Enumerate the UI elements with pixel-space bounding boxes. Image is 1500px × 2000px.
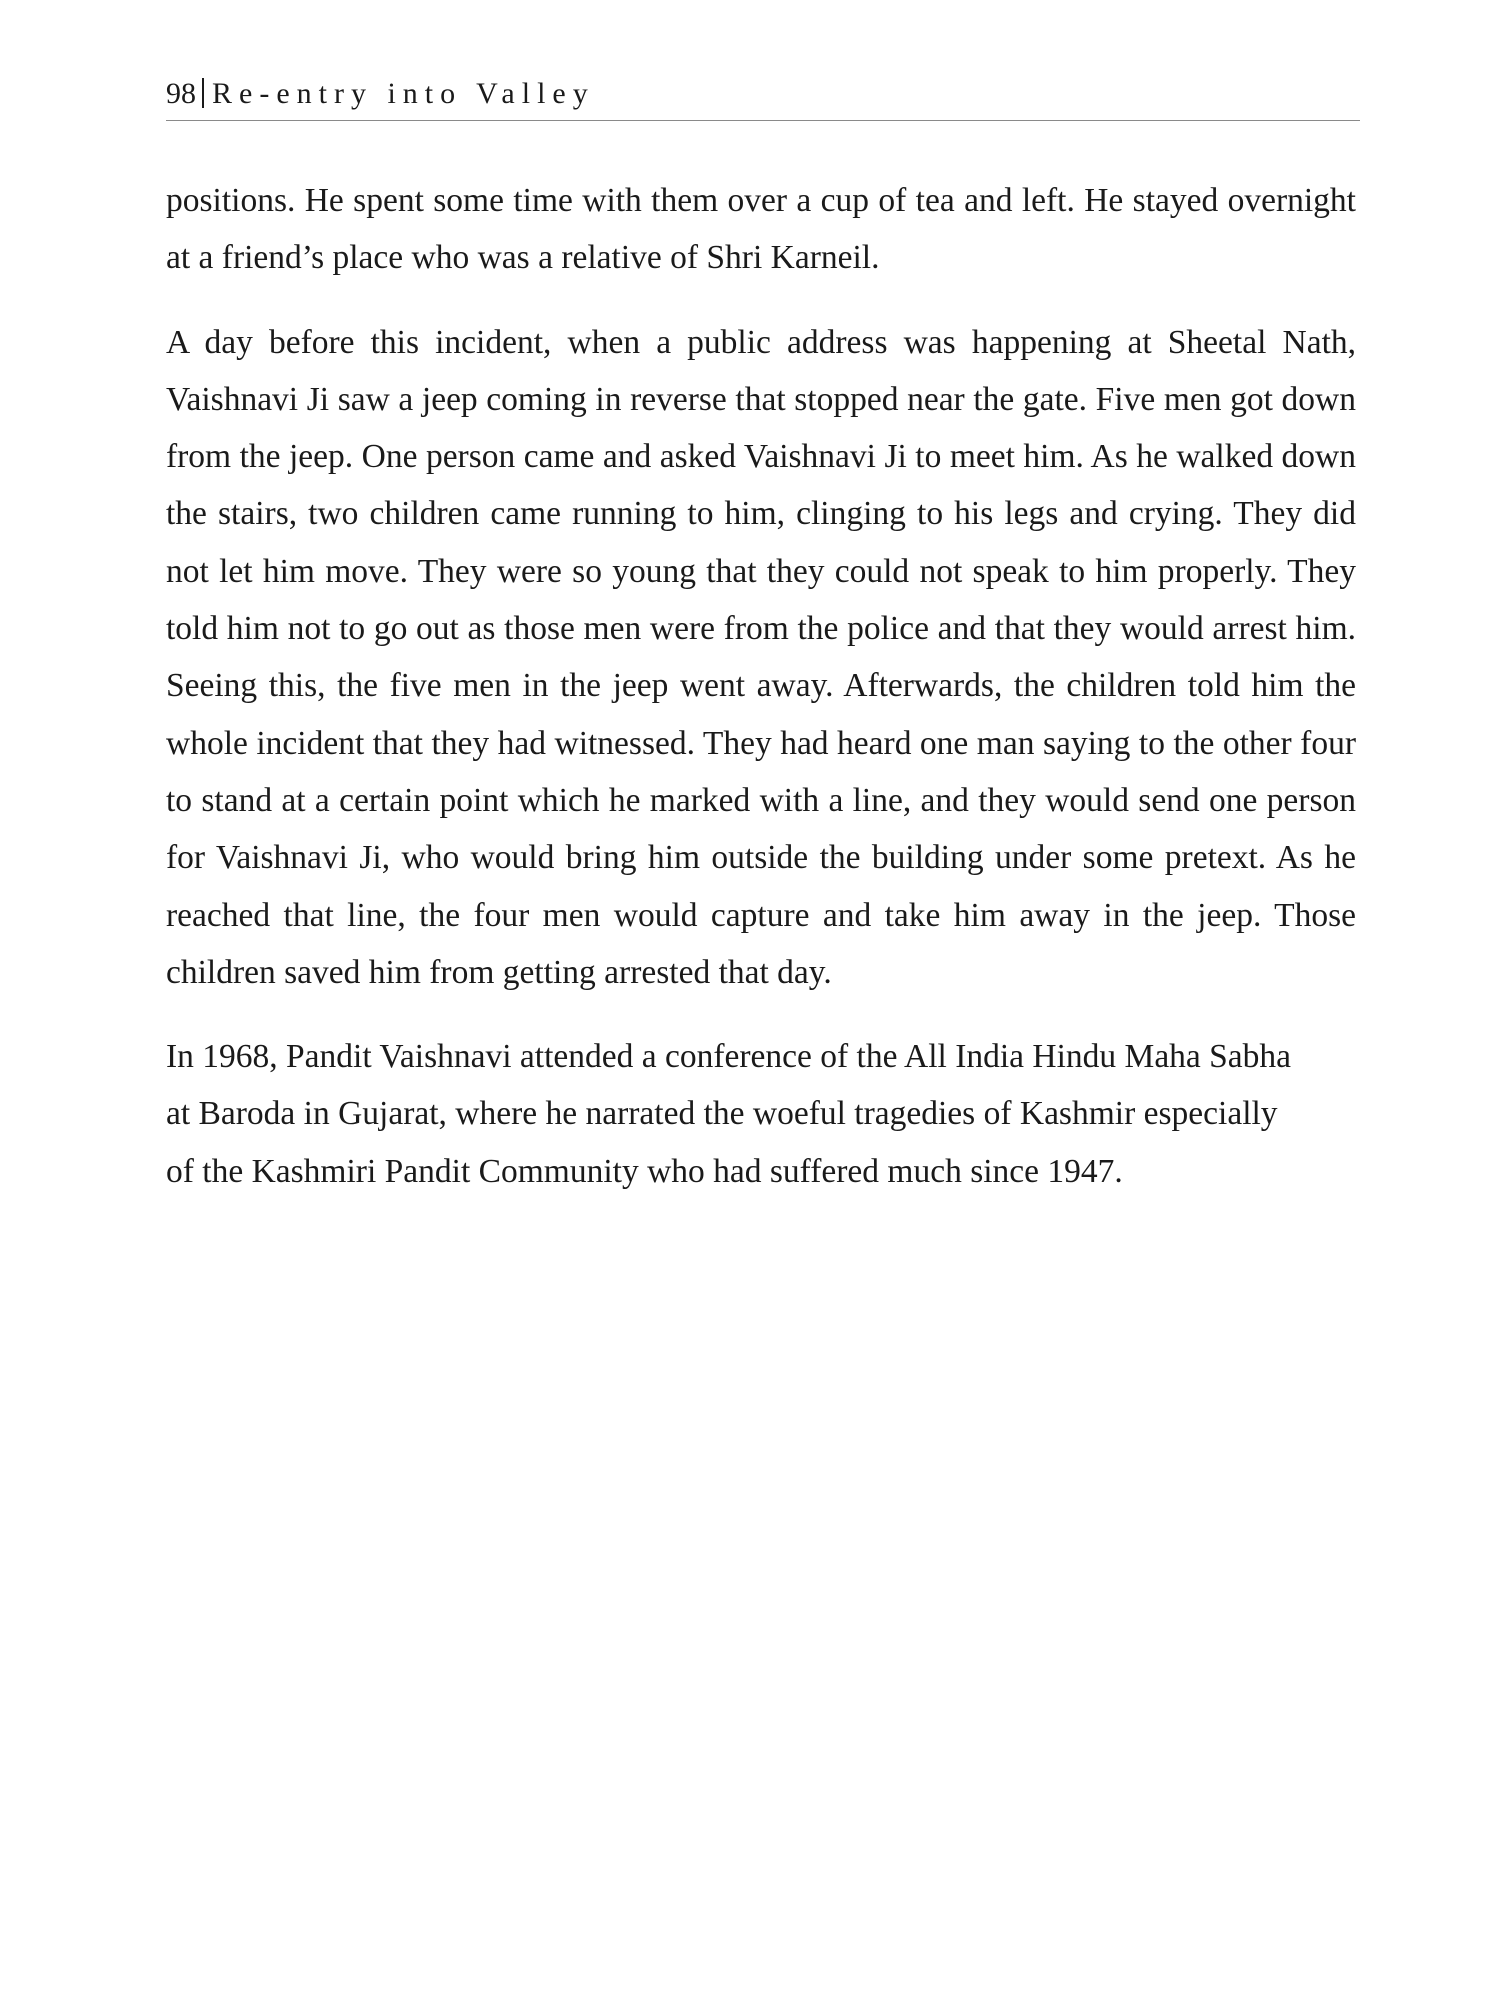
paragraph-conference: In 1968, Pandit Vaishnavi attended a conference of the All India Hindu Maha Sabha at Baroda in Gujarat, where he narrated the woeful tragedies of Kashmir especially of the Kashmiri Pandit Community who had suffered much since 1947. [166,1038,1292,1190]
header-separator [202,78,204,108]
running-head [166,74,1360,121]
page-number: 98 [166,77,196,110]
paragraph-continuation: positions. He spent some time with them over a cup of tea and left. He stayed overnight at a friend’s place who was a relative of Shri Karneil. [166,182,1356,277]
paragraph-incident: A day before this incident, when a public address was happening at Sheetal Nath, Vaishnavi Ji saw a jeep coming in reverse that stopped near the gate. Five men got down from the jeep. One person came and asked Vaishnavi Ji to meet him. As he walked down the stairs, two children came running to him, clinging to his legs and crying. They did not let him move. They were so young that they could not speak to him properly. They told him not to go out as those men were from the police and that they would arrest him. Seeing this, the five men in the jeep went away. Afterwards, the children told him the whole incident that they had witnessed. They had heard one man saying to the other four to stand at a certain point which he marked with a line, and they would send one person for Vaishnavi Ji, who would bring him outside the building under some pretext. As he reached that line, the four men would capture and take him away in the jeep. Those children saved him from getting arrested that day. [166,323,1356,991]
chapter-title: Re-entry into Valley [212,77,595,110]
body-text [166,172,1356,1227]
